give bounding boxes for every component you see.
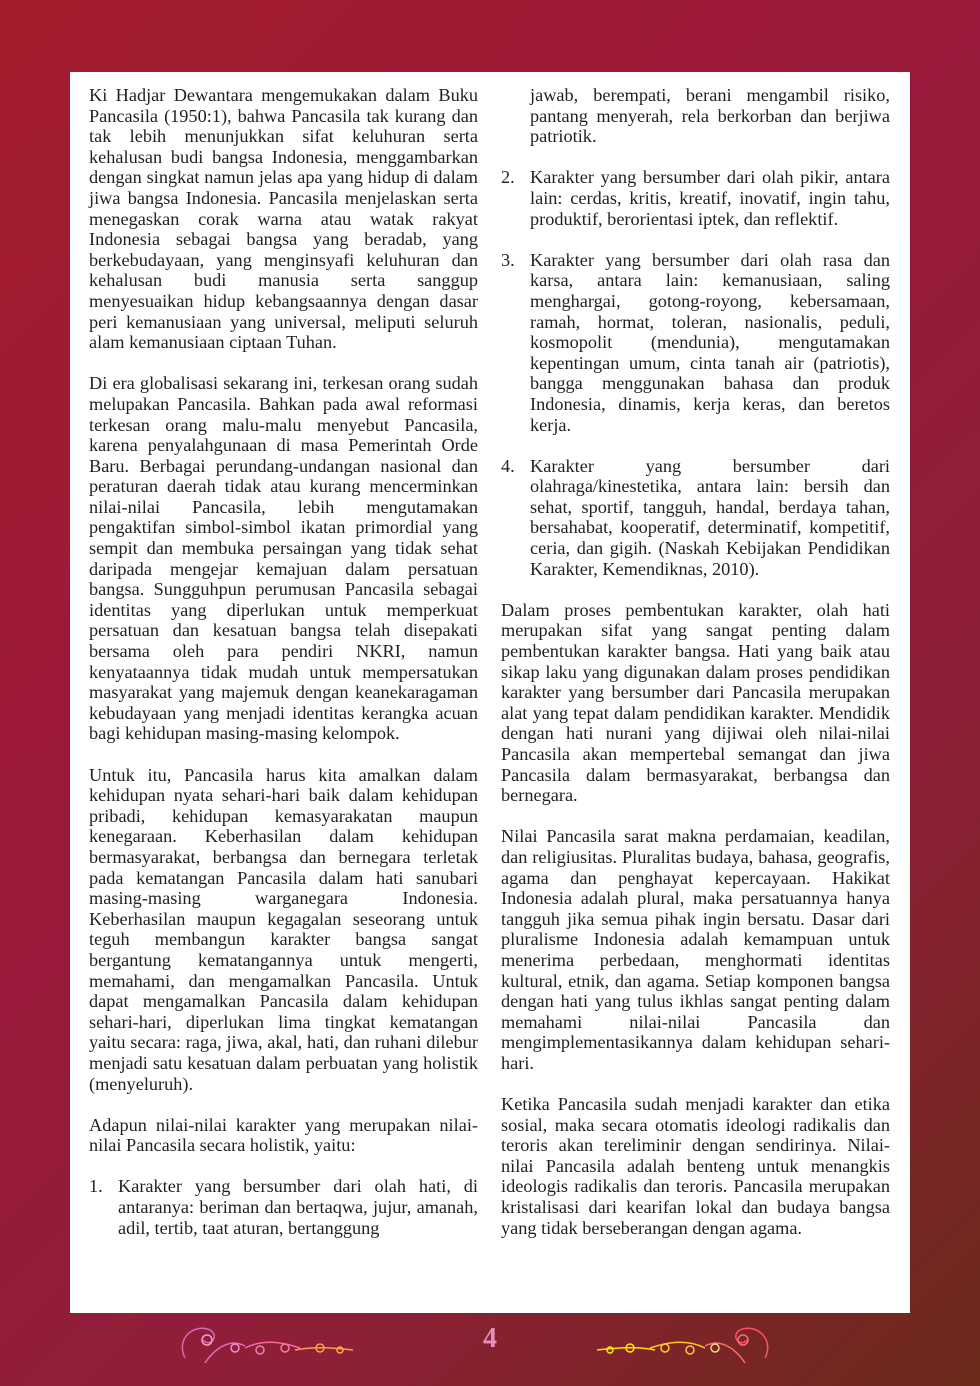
list-item xyxy=(501,250,890,435)
paragraph: Nilai Pancasila sarat makna perdamaian, keadilan, dan religiusitas. Pluralitas budaya, bahasa, geografis, agama dan penghayat kepercayaan. Hakikat Indonesia adalah plural, maka persatuannya hanya tangguh jika semua pihak ingin bersatu. Dasar dari pluralisme Indonesia adalah kemampuan untuk menerima perbedaan, menghormati identitas kultural, etnik, dan agama. Setiap komponen bangsa dengan hati yang tulus ikhlas sangat penting dalam memahami nilai-nilai Pancasila dan mengimplementasikannya dalam kehidupan sehari-hari. xyxy=(501,826,890,1073)
paragraph: Untuk itu, Pancasila harus kita amalkan dalam kehidupan nyata sehari-hari baik dalam kehidupan pribadi, kehidupan kemasyarakatan maupun kenegaraan. Keberhasilan dalam kehidupan bermasyarakat, berbangsa dan bernegara terletak pada kematangan Pancasila dalam hati sanubari masing-masing warganegara Indonesia. Keberhasilan maupun kegagalan seseorang untuk teguh membangun karakter bangsa sangat bergantung kematangannya untuk mengerti, memahami, dan mengamalkan Pancasila. Untuk dapat mengamalkan Pancasila dalam kehidupan sehari-hari, diperlukan lima tingkat kematangan yaitu secara: raga, jiwa, akal, hati, dan ruhani dilebur menjadi satu kesatuan dalam perbuatan yang holistik (menyeluruh). xyxy=(89,764,478,1094)
list-text: Karakter yang bersumber dari olah hati, di antaranya: beriman dan bertaqwa, jujur, amanah, adil, tertib, taat aturan, bertanggung xyxy=(118,1176,478,1238)
list-item xyxy=(501,167,890,229)
list-number: 4. xyxy=(501,455,515,476)
paragraph: Ki Hadjar Dewantara mengemukakan dalam Buku Pancasila (1950:1), bahwa Pancasila tak kurang dan tak lebih menunjukkan sifat keluhuran serta kehalusan budi bangsa Indonesia, menggambarkan dengan singkat namun jelas apa yang hidup di dalam jiwa bangsa Indonesia. Pancasila menjelaskan serta menegaskan corak warna atau watak rakyat Indonesia sebagai bangsa yang beradab, yang berkebudayaan, yang menginsyafi keluhuran dan kehalusan budi manusia serta sanggup menyesuaikan hidup kebangsaannya dengan dasar peri kemanusiaan yang universal, meliputi seluruh alam kemanusiaan ciptaan Tuhan. xyxy=(89,85,478,353)
list-number: 2. xyxy=(501,167,515,188)
list-continuation: jawab, berempati, berani mengambil risiko, pantang menyerah, rela berkorban dan berjiwa patriotik. xyxy=(530,85,890,147)
paragraph: Dalam proses pembentukan karakter, olah hati merupakan sifat yang sangat penting dalam pembentukan karakter bangsa. Hati yang baik atau sikap laku yang digunakan dalam proses pendidikan karakter yang bersumber dari Pancasila merupakan alat yang tepat dalam pendidikan karakter. Mendidik dengan hati nurani yang dijiwai oleh nilai-nilai Pancasila akan mempertebal semangat dan jiwa Pancasila dalam bermasyarakat, berbangsa dan bernegara. xyxy=(501,599,890,806)
list-number: 1. xyxy=(89,1176,103,1197)
list-text: Karakter yang bersumber dari olahraga/kinestetika, antara lain: bersih dan sehat, sportif, tangguh, handal, berdaya tahan, bersahabat, kooperatif, determinatif, kompetitif, ceria, dan gigih. (Naskah Kebijakan Pendidikan Karakter, Kemendiknas, 2010). xyxy=(530,455,890,579)
left-column xyxy=(89,85,478,1238)
paragraph: Ketika Pancasila sudah menjadi karakter dan etika sosial, maka secara otomatis ideologi radikalis dan teroris akan tereliminir dengan sendirinya. Nilai-nilai Pancasila adalah benteng untuk menangkis ideologis radikalis dan teroris. Pancasila merupakan kristalisasi dari kearifan lokal dan budaya bangsa yang tidak berseberangan dengan agama. xyxy=(501,1094,890,1238)
list-number: 3. xyxy=(501,249,515,270)
character-list xyxy=(89,1176,478,1238)
right-column xyxy=(501,85,890,1259)
list-text: Karakter yang bersumber dari olah rasa dan karsa, antara lain: kemanusiaan, saling menghargai, gotong-royong, kebersamaan, ramah, hormat, toleran, nasionalis, peduli, kosmopolit (mendunia), mengutamakan kepentingan umum, cinta tanah air (patriotis), bangga menggunakan bahasa dan produk Indonesia, dinamis, kerja keras, dan beretos kerja. xyxy=(530,249,890,435)
list-item xyxy=(501,456,890,580)
list-text: Karakter yang bersumber dari olah pikir, antara lain: cerdas, kritis, kreatif, inovatif, ingin tahu, produktif, berorientasi iptek, dan reflektif. xyxy=(530,167,890,229)
character-list xyxy=(501,167,890,579)
page-number: 4 xyxy=(483,1323,497,1354)
paragraph: Adapun nilai-nilai karakter yang merupakan nilai-nilai Pancasila secara holistik, yaitu: xyxy=(89,1114,478,1156)
page-content xyxy=(70,72,910,1313)
list-item xyxy=(89,1176,478,1238)
paragraph: Di era globalisasi sekarang ini, terkesan orang sudah melupakan Pancasila. Bahkan pada awal reformasi terkesan orang malu-malu menyebut Pancasila, karena penyalahgunaan di masa Pemerintah Orde Baru. Berbagai perundang-undangan nasional dan peraturan daerah tidak atau kurang mencerminkan nilai-nilai Pancasila, lebih mengutamakan pengaktifan simbol-simbol ikatan primordial yang sempit dan membuka persaingan yang tidak sehat daripada mengejar kemajuan dalam persatuan bangsa. Sungguhpun perumusan Pancasila sebagai identitas yang diperlukan untuk memperkuat persatuan dan kesatuan bangsa telah disepakati bersama oleh para pendiri NKRI, namun kenyataannya tidak mudah untuk mempersatukan masyarakat yang majemuk dengan keanekaragaman kebudayaan yang menjadi identitas kerangka acuan bagi kehidupan masing-masing kelompok. xyxy=(89,373,478,744)
